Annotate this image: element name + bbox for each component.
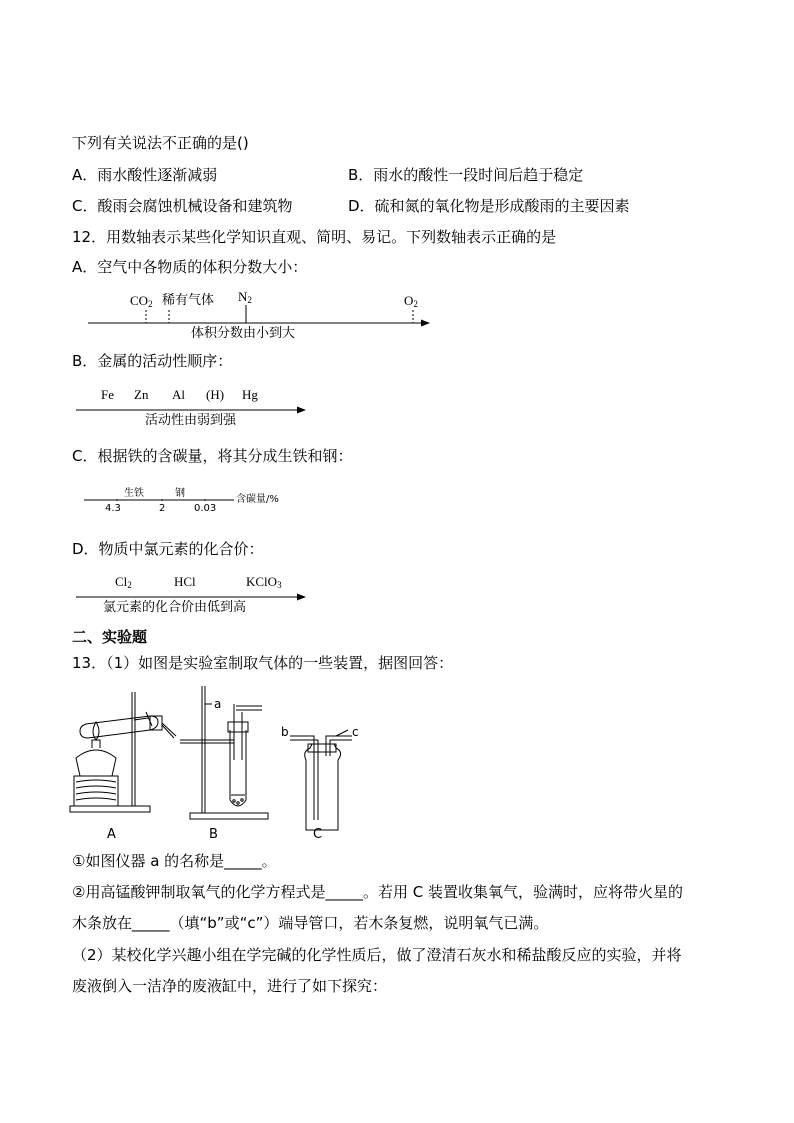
apparatus-c bbox=[290, 730, 352, 830]
o2-label: $O_2$ bbox=[404, 293, 418, 309]
section-2-title: 二、实验题 bbox=[72, 628, 148, 646]
q12-option-c-text: C．根据铁的含碳量，将其分成生铁和钢： bbox=[72, 447, 353, 465]
apparatus-a-label: A bbox=[107, 827, 116, 842]
option-c: C．酸雨会腐蚀机械设备和建筑物 bbox=[72, 197, 293, 215]
sub-question-2-line-2: 木条放在_____（填“b”或“c”）端导管口，若木条复燃，说明氧气已满。 bbox=[72, 914, 549, 932]
tick-0-03: 0.03 bbox=[194, 503, 217, 514]
option-b: B．雨水的酸性一段时间后趋于稳定 bbox=[348, 166, 584, 184]
apparatus-b bbox=[180, 686, 268, 819]
line-d-caption: 氯元素的化合价由低到高 bbox=[103, 600, 247, 615]
cl2-label: $Cl_2$ bbox=[115, 574, 132, 590]
part-2-line-1: （2）某校化学兴趣小组在学完碱的化学性质后，做了澄清石灰水和稀盐酸反应的实验，并将 bbox=[72, 946, 682, 964]
pig-iron-label: 生铁 bbox=[124, 488, 144, 499]
pointer-b-label: b bbox=[281, 725, 289, 739]
fe-label: Fe bbox=[101, 387, 114, 402]
sub-question-2-line-1: ②用高锰酸钾制取氧气的化学方程式是_____。若用 C 装置收集氧气，验满时，应将带火星的 bbox=[72, 883, 683, 901]
tick-2: 2 bbox=[159, 503, 166, 514]
q12-option-a-text: A．空气中各物质的体积分数大小： bbox=[72, 258, 308, 276]
kclo3-label: KClO$_3$ bbox=[246, 574, 282, 590]
line-a-caption: 体积分数由小到大 bbox=[191, 326, 296, 341]
question-11-stem: 下列有关说法不正确的是() bbox=[72, 134, 249, 152]
pointer-c-label: c bbox=[352, 725, 359, 739]
n2-label: $N_2$ bbox=[238, 289, 252, 305]
pointer-a-label: a bbox=[214, 697, 222, 711]
sub-question-1: ①如图仪器 a 的名称是_____。 bbox=[72, 852, 277, 870]
co2-label: $CO_2$ bbox=[130, 293, 153, 309]
part-2-line-2: 废液倒入一洁净的废液缸中，进行了如下探究： bbox=[72, 977, 388, 995]
apparatus-a bbox=[70, 692, 176, 812]
carbon-content-unit: 含碳量/% bbox=[236, 494, 279, 505]
question-13-stem: 13．（1）如图是实验室制取气体的一些装置，据图回答： bbox=[72, 654, 454, 672]
tick-4-3: 4.3 bbox=[105, 503, 121, 514]
zn-label: Zn bbox=[134, 387, 149, 402]
apparatus-b-label: B bbox=[209, 827, 218, 842]
option-d: D．硫和氮的氧化物是形成酸雨的主要因素 bbox=[348, 197, 630, 215]
h-label: (H) bbox=[206, 387, 225, 402]
option-a: A．雨水酸性逐渐减弱 bbox=[72, 166, 218, 184]
rare-gas-label: 稀有气体 bbox=[162, 293, 215, 308]
line-b-caption: 活动性由弱到强 bbox=[145, 413, 237, 428]
question-12-stem: 12．用数轴表示某些化学知识直观、简明、易记。下列数轴表示正确的是 bbox=[72, 228, 557, 246]
apparatus-c-label: C bbox=[313, 827, 323, 842]
steel-label: 钢 bbox=[175, 488, 185, 499]
hcl-label: HCl bbox=[174, 574, 196, 589]
q12-option-d-text: D．物质中氯元素的化合价： bbox=[72, 540, 264, 558]
q12-option-b-text: B．金属的活动性顺序： bbox=[72, 352, 233, 370]
hg-label: Hg bbox=[242, 387, 258, 402]
al-label: Al bbox=[172, 387, 185, 402]
